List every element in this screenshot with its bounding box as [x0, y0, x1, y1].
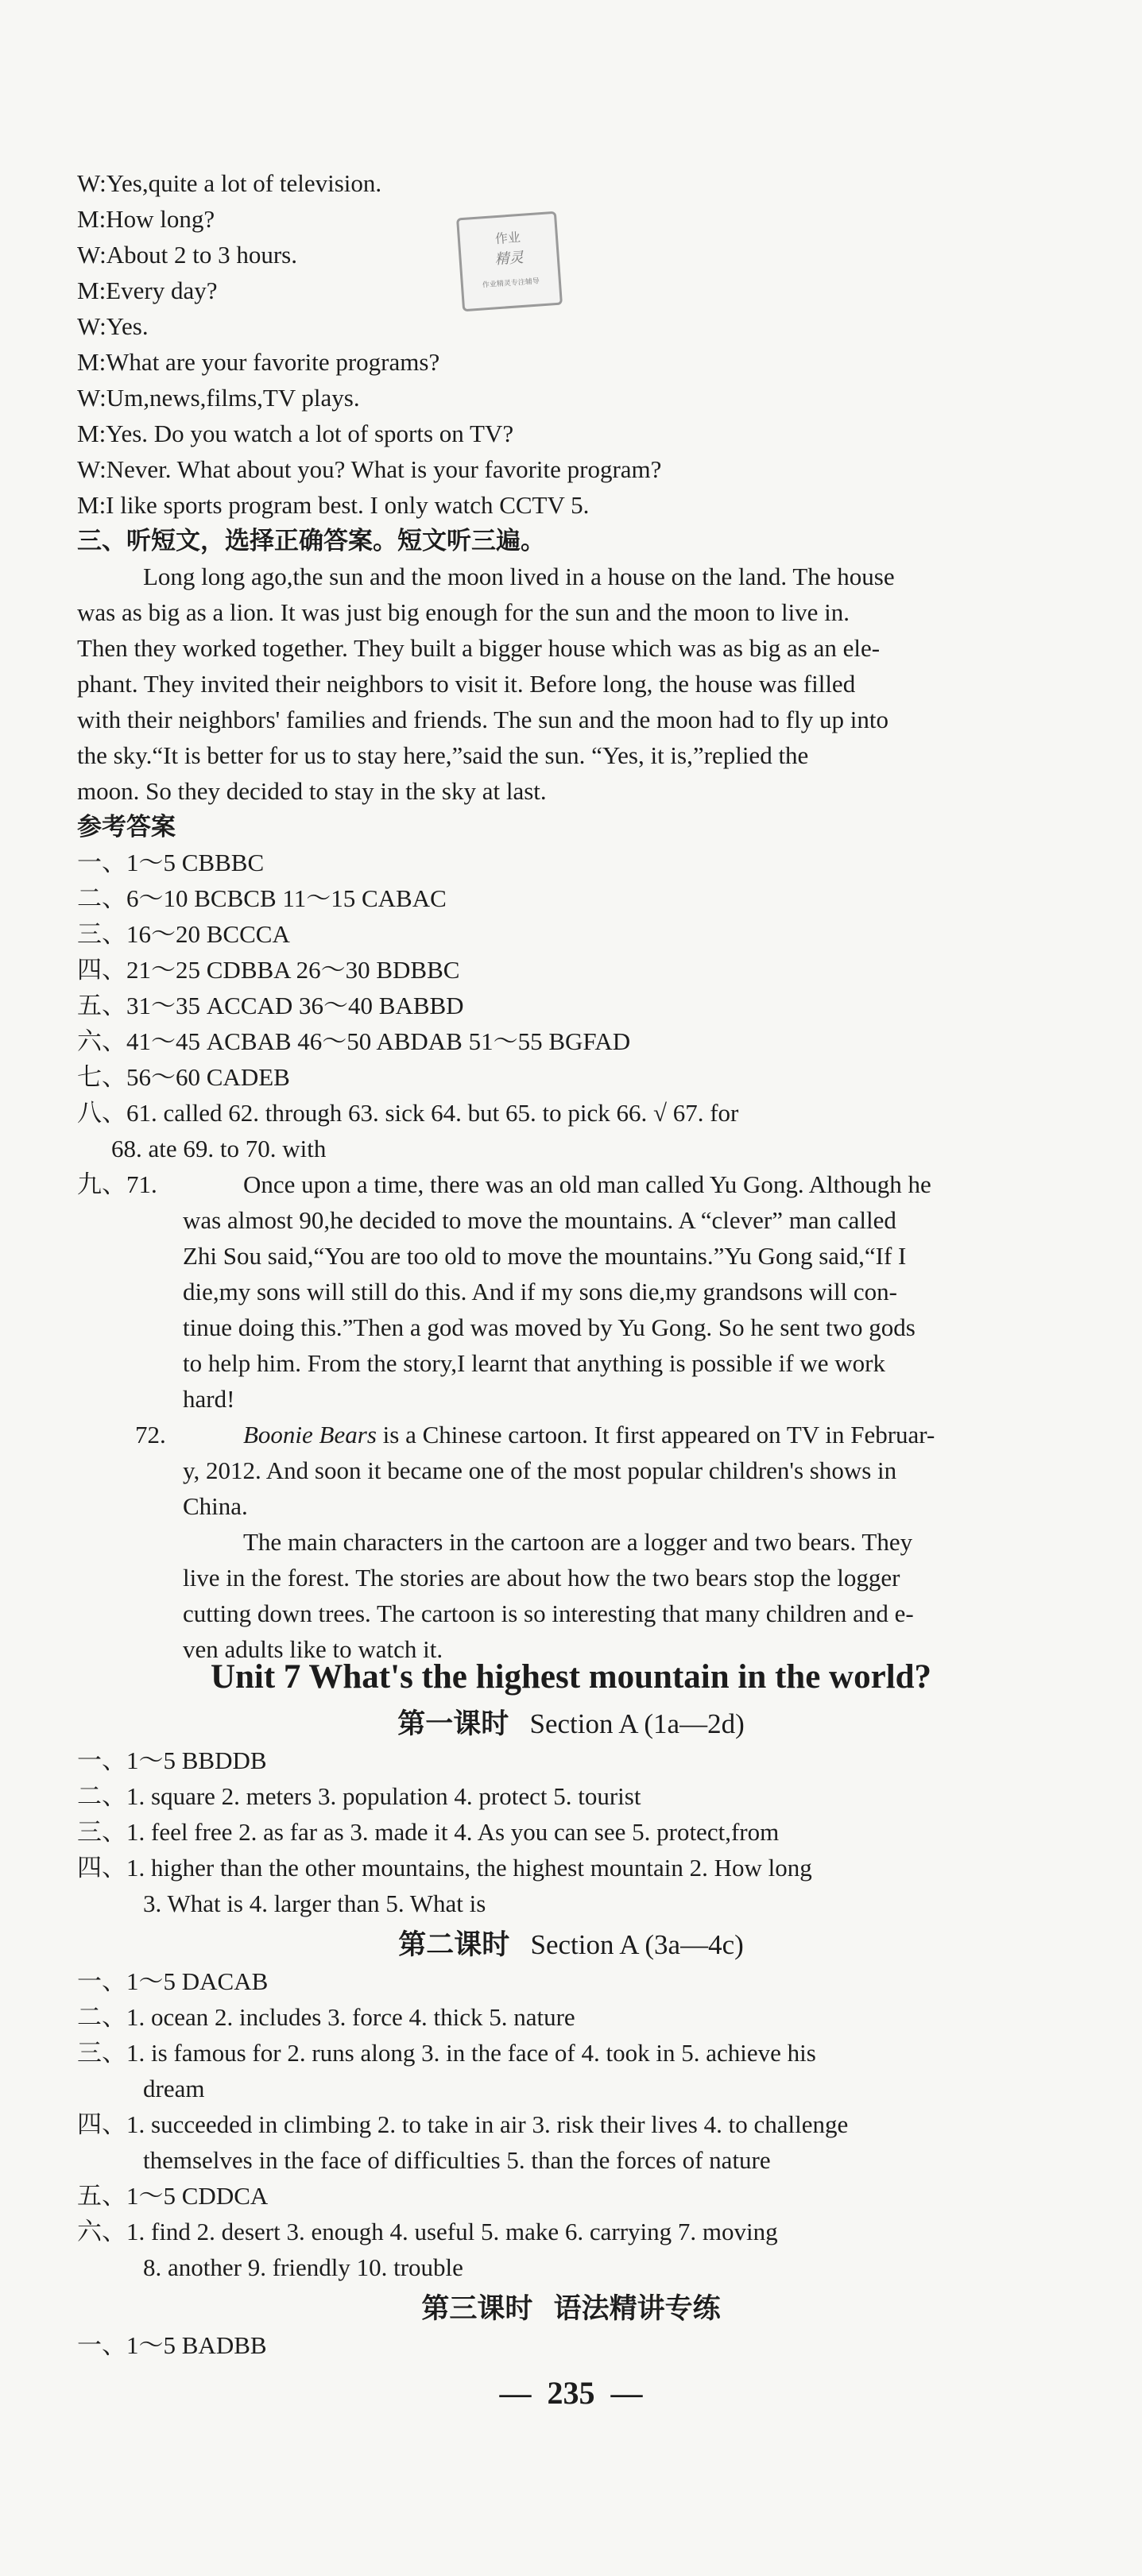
- l1-answer-1: 一、1～5 BBDDB: [77, 1746, 267, 1774]
- answer-line-1: 一、1～5 CBBBC: [77, 849, 265, 876]
- dialogue-line-5: W:Yes.: [77, 312, 149, 340]
- q71-line-4: die,my sons will still do this. And if my sons die,my grandsons will con-: [183, 1278, 897, 1305]
- l1-answer-2: 二、1. square 2. meters 3. population 4. protect 5. tourist: [77, 1782, 641, 1810]
- page-number: — 235 —: [499, 2375, 643, 2411]
- answer-line-7: 七、56～60 CADEB: [77, 1063, 290, 1091]
- lesson3-name: 第三课时: [421, 2293, 533, 2324]
- answer-line-8: 八、61. called 62. through 63. sick 64. but 65. to pick 66. √ 67. for: [77, 1099, 739, 1127]
- answer-line-4: 四、21～25 CDBBA 26～30 BDBBC: [77, 956, 460, 984]
- q72-line-1-rest: is a Chinese cartoon. It first appeared on TV in Februar-: [376, 1421, 935, 1449]
- q72-line-1: [243, 1419, 935, 1451]
- l1-answer-3: 三、1. feel free 2. as far as 3. made it 4. As you can see 5. protect,from: [77, 1818, 780, 1846]
- q72-line-7: ven adults like to watch it.: [183, 1635, 443, 1663]
- lesson3-section: 语法精讲专练: [553, 2293, 721, 2324]
- lesson2-section: Section A (3a—4c): [530, 1929, 744, 1960]
- l2-answer-1: 一、1～5 DACAB: [77, 1967, 269, 1995]
- lesson1-section: Section A (1a—2d): [529, 1708, 745, 1739]
- dialogue-line-3: W:About 2 to 3 hours.: [77, 241, 297, 269]
- q71-line-3: Zhi Sou said,“You are too old to move the mountains.”Yu Gong said,“If I: [183, 1242, 907, 1270]
- lesson1-name: 第一课时: [397, 1708, 509, 1739]
- q71-line-6: to help him. From the story,I learnt that anything is possible if we work: [183, 1349, 885, 1377]
- l2-answer-4: dream: [143, 2075, 205, 2102]
- q71-line-1: Once upon a time, there was an old man called Yu Gong. Although he: [243, 1170, 931, 1198]
- dialogue-line-1: W:Yes,quite a lot of television.: [77, 169, 382, 197]
- page-number-value: 235: [547, 2375, 595, 2411]
- dialogue-line-7: W:Um,news,films,TV plays.: [77, 384, 360, 412]
- stamp-line-1: 作业: [494, 230, 521, 247]
- answer-line-5: 五、31～35 ACCAD 36～40 BABBD: [77, 992, 464, 1019]
- l2-answer-7: 五、1～5 CDDCA: [77, 2182, 269, 2210]
- q72-line-2: y, 2012. And soon it became one of the most popular children's shows in: [183, 1456, 897, 1484]
- answer-line-6: 六、41～45 ACBAB 46～50 ABDAB 51～55 BGFAD: [77, 1027, 631, 1055]
- q72-line-5: live in the forest. The stories are about how the two bears stop the logger: [183, 1564, 900, 1592]
- dialogue-line-2: M:How long?: [77, 205, 215, 233]
- passage-line-7: moon. So they decided to stay in the sky at last.: [77, 777, 547, 805]
- dialogue-line-6: M:What are your favorite programs?: [77, 348, 440, 376]
- passage-line-6: the sky.“It is better for us to stay here,”said the sun. “Yes, it is,”replied the: [77, 741, 809, 769]
- passage-line-5: with their neighbors' families and friends. The sun and the moon had to fly up into: [77, 706, 888, 733]
- q71-line-5: tinue doing this.”Then a god was moved by Yu Gong. So he sent two gods: [183, 1313, 916, 1341]
- l3-answer-1: 一、1～5 BADBB: [77, 2331, 267, 2359]
- lesson2-heading: [0, 1923, 1142, 1963]
- q71-label: 九、71.: [77, 1170, 157, 1198]
- passage-line-4: phant. They invited their neighbors to visit it. Before long, the house was filled: [77, 670, 856, 698]
- cartoon-title: Boonie Bears: [243, 1421, 377, 1449]
- answer-line-3: 三、16～20 BCCCA: [77, 920, 290, 948]
- lesson1-heading: [0, 1702, 1142, 1742]
- q72-label: 72.: [135, 1421, 166, 1449]
- q72-line-6: cutting down trees. The cartoon is so interesting that many children and e-: [183, 1599, 914, 1627]
- passage-line-1: Long long ago,the sun and the moon lived in a house on the land. The house: [143, 563, 895, 590]
- dialogue-line-4: M:Every day?: [77, 277, 218, 304]
- l2-answer-5: 四、1. succeeded in climbing 2. to take in air 3. risk their lives 4. to challenge: [77, 2110, 849, 2138]
- l2-answer-9: 8. another 9. friendly 10. trouble: [143, 2253, 463, 2281]
- answers-title: 参考答案: [77, 813, 176, 841]
- passage-line-3: Then they worked together. They built a bigger house which was as big as an ele-: [77, 634, 881, 662]
- answer-line-2: 二、6～10 BCBCB 11～15 CABAC: [77, 884, 447, 912]
- dialogue-line-10: M:I like sports program best. I only watch CCTV 5.: [77, 491, 590, 519]
- dialogue-line-8: M:Yes. Do you watch a lot of sports on TV?: [77, 420, 514, 447]
- l1-answer-5: 3. What is 4. larger than 5. What is: [143, 1889, 486, 1917]
- answer-line-9: 68. ate 69. to 70. with: [111, 1135, 327, 1162]
- l2-answer-2: 二、1. ocean 2. includes 3. force 4. thick 5. nature: [77, 2003, 575, 2031]
- passage-line-2: was as big as a lion. It was just big enough for the sun and the moon to live in.: [77, 598, 850, 626]
- dialogue-line-9: W:Never. What about you? What is your favorite program?: [77, 455, 662, 483]
- unit-title: Unit 7 What's the highest mountain in the world?: [210, 1658, 932, 1696]
- watermark-stamp: [456, 211, 563, 312]
- section3-title: 三、听短文，选择正确答案。短文听三遍。: [77, 527, 545, 555]
- l1-answer-4: 四、1. higher than the other mountains, the highest mountain 2. How long: [77, 1854, 812, 1882]
- lesson3-heading: [0, 2287, 1142, 2327]
- q72-line-3: China.: [183, 1492, 248, 1520]
- stamp-line-2: 精灵: [494, 249, 525, 268]
- q71-line-2: was almost 90,he decided to move the mountains. A “clever” man called: [183, 1206, 896, 1234]
- l2-answer-6: themselves in the face of difficulties 5. than the forces of nature: [143, 2146, 771, 2174]
- stamp-line-3: 作业精灵专注辅导: [482, 277, 540, 289]
- q72-line-4: The main characters in the cartoon are a logger and two bears. They: [243, 1528, 913, 1556]
- l2-answer-8: 六、1. find 2. desert 3. enough 4. useful 5. make 6. carrying 7. moving: [77, 2218, 778, 2245]
- q71-line-7: hard!: [183, 1385, 235, 1413]
- lesson2-name: 第二课时: [398, 1929, 510, 1960]
- l2-answer-3: 三、1. is famous for 2. runs along 3. in the face of 4. took in 5. achieve his: [77, 2039, 816, 2067]
